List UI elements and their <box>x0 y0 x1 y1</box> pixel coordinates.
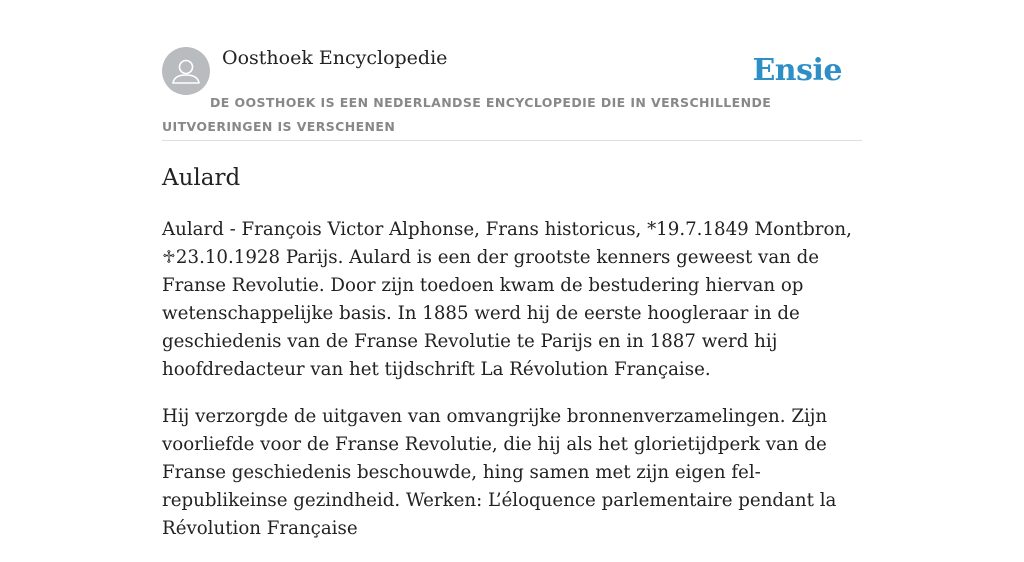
publication-tagline: DE OOSTHOEK IS EEN NEDERLANDSE ENCYCLOPEDIE DIE IN VERSCHILLENDE UITVOERINGEN IS VERSCHENEN <box>162 95 772 134</box>
brand-logo[interactable]: Ensie <box>752 53 842 88</box>
article-paragraph: Aulard - François Victor Alphonse, Frans historicus, *19.7.1849 Montbron, ♱23.10.1928 Parijs. Aulard is een der grootste kenners geweest van de Franse Revolutie. Door zijn toedoen kwam de bestudering hiervan op wetenschappelijke basis. In 1885 werd hij de eerste hoogleraar in de geschiedenis van de Franse Revolutie te Parijs en in 1887 werd hij hoofdredacteur van het tijdschrift La Révolution Française. <box>162 219 852 380</box>
avatar[interactable] <box>162 47 210 95</box>
user-icon <box>162 47 210 95</box>
article-body <box>162 216 862 562</box>
article-title: Aulard <box>162 165 241 191</box>
publication-header <box>162 46 862 141</box>
article-paragraph: Hij verzorgde de uitgaven van omvangrijke bronnenverzamelingen. Zijn voorliefde voor de Franse Revolutie, die hij als het glorietijdperk van de Franse geschiedenis beschouwde, hing samen met zijn eigen fel-republikeinse gezindheid. Werken: L’éloquence parlementaire pendant la Révolution Française <box>162 406 837 539</box>
publication-name[interactable]: Oosthoek Encyclopedie <box>222 47 448 69</box>
